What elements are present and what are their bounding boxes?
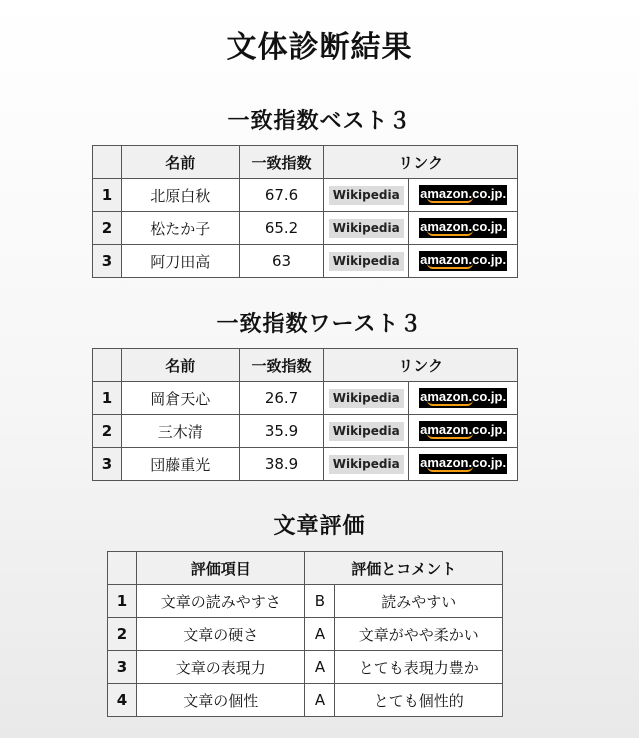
score-cell: 65.2 [239, 212, 323, 245]
wikipedia-link[interactable]: Wikipedia [329, 389, 404, 408]
amazon-cell [409, 245, 518, 278]
wiki-cell [324, 212, 409, 245]
wikipedia-link[interactable]: Wikipedia [329, 455, 404, 474]
comment-cell: 文章がやや柔かい [335, 618, 503, 651]
name-cell: 団藤重光 [121, 448, 239, 481]
item-cell: 文章の表現力 [136, 651, 305, 684]
rank-cell: 1 [93, 179, 122, 212]
row-number-cell: 1 [108, 585, 137, 618]
wikipedia-link[interactable]: Wikipedia [329, 252, 404, 271]
wiki-cell [324, 382, 409, 415]
best-table [92, 145, 518, 278]
amazon-logo-text: amazon.co.jp. [420, 252, 507, 267]
wiki-cell [324, 448, 409, 481]
rank-cell: 2 [93, 415, 122, 448]
table-header-row [108, 552, 503, 585]
amazon-smile-icon [427, 197, 473, 203]
header-blank-cell [93, 146, 122, 179]
table-row [93, 448, 518, 481]
table-row [93, 415, 518, 448]
grade-cell: A [305, 618, 335, 651]
name-cell: 松たか子 [121, 212, 239, 245]
evaluation-section-title: 文章評価 [273, 514, 366, 539]
rank-cell: 3 [93, 245, 122, 278]
name-cell: 岡倉天心 [121, 382, 239, 415]
header-blank-cell [93, 349, 122, 382]
amazon-smile-icon [427, 400, 473, 406]
evaluation-table [107, 551, 503, 717]
amazon-smile-icon [427, 263, 473, 269]
score-cell: 26.7 [239, 382, 323, 415]
amazon-smile-icon [427, 433, 473, 439]
amazon-logo-text: amazon.co.jp. [420, 389, 507, 404]
amazon-link[interactable] [419, 388, 507, 408]
name-cell: 三木清 [121, 415, 239, 448]
table-row [108, 684, 503, 717]
grade-cell: B [305, 585, 335, 618]
table-row [108, 618, 503, 651]
amazon-logo-text: amazon.co.jp. [420, 422, 507, 437]
table-row [93, 382, 518, 415]
amazon-logo-text: amazon.co.jp. [420, 219, 507, 234]
table-row [108, 585, 503, 618]
score-cell: 63 [239, 245, 323, 278]
grade-cell: A [305, 684, 335, 717]
amazon-cell [409, 382, 518, 415]
score-cell: 35.9 [239, 415, 323, 448]
amazon-link[interactable] [419, 218, 507, 238]
header-link: リンク [324, 146, 518, 179]
rank-cell: 2 [93, 212, 122, 245]
item-cell: 文章の読みやすさ [136, 585, 305, 618]
name-cell: 北原白秋 [121, 179, 239, 212]
name-cell: 阿刀田高 [121, 245, 239, 278]
amazon-link[interactable] [419, 421, 507, 441]
row-number-cell: 4 [108, 684, 137, 717]
grade-cell: A [305, 651, 335, 684]
wiki-cell [324, 245, 409, 278]
table-header-row [93, 349, 518, 382]
amazon-cell [409, 415, 518, 448]
header-name: 名前 [121, 146, 239, 179]
wikipedia-link[interactable]: Wikipedia [329, 219, 404, 238]
table-row [93, 212, 518, 245]
header-score: 一致指数 [239, 146, 323, 179]
header-link: リンク [324, 349, 518, 382]
wikipedia-link[interactable]: Wikipedia [329, 186, 404, 205]
amazon-link[interactable] [419, 251, 507, 271]
rank-cell: 1 [93, 382, 122, 415]
amazon-logo-text: amazon.co.jp. [420, 186, 507, 201]
wiki-cell [324, 415, 409, 448]
amazon-cell [409, 212, 518, 245]
table-row [108, 651, 503, 684]
page-title: 文体診断結果 [226, 30, 413, 65]
header-comment: 評価とコメント [305, 552, 503, 585]
comment-cell: とても表現力豊か [335, 651, 503, 684]
table-row [93, 245, 518, 278]
item-cell: 文章の硬さ [136, 618, 305, 651]
score-cell: 67.6 [239, 179, 323, 212]
row-number-cell: 3 [108, 651, 137, 684]
wikipedia-link[interactable]: Wikipedia [329, 422, 404, 441]
item-cell: 文章の個性 [136, 684, 305, 717]
header-score: 一致指数 [239, 349, 323, 382]
amazon-smile-icon [427, 230, 473, 236]
worst-table [92, 348, 518, 481]
amazon-logo-text: amazon.co.jp. [420, 455, 507, 470]
worst-section-title: 一致指数ワースト３ [216, 312, 423, 337]
amazon-cell [409, 179, 518, 212]
amazon-link[interactable] [419, 454, 507, 474]
header-item: 評価項目 [136, 552, 305, 585]
comment-cell: とても個性的 [335, 684, 503, 717]
row-number-cell: 2 [108, 618, 137, 651]
header-name: 名前 [121, 349, 239, 382]
best-section-title: 一致指数ベスト３ [227, 109, 412, 134]
score-cell: 38.9 [239, 448, 323, 481]
comment-cell: 読みやすい [335, 585, 503, 618]
amazon-smile-icon [427, 466, 473, 472]
header-blank-cell [108, 552, 137, 585]
rank-cell: 3 [93, 448, 122, 481]
amazon-link[interactable] [419, 185, 507, 205]
wiki-cell [324, 179, 409, 212]
table-row [93, 179, 518, 212]
table-header-row [93, 146, 518, 179]
amazon-cell [409, 448, 518, 481]
